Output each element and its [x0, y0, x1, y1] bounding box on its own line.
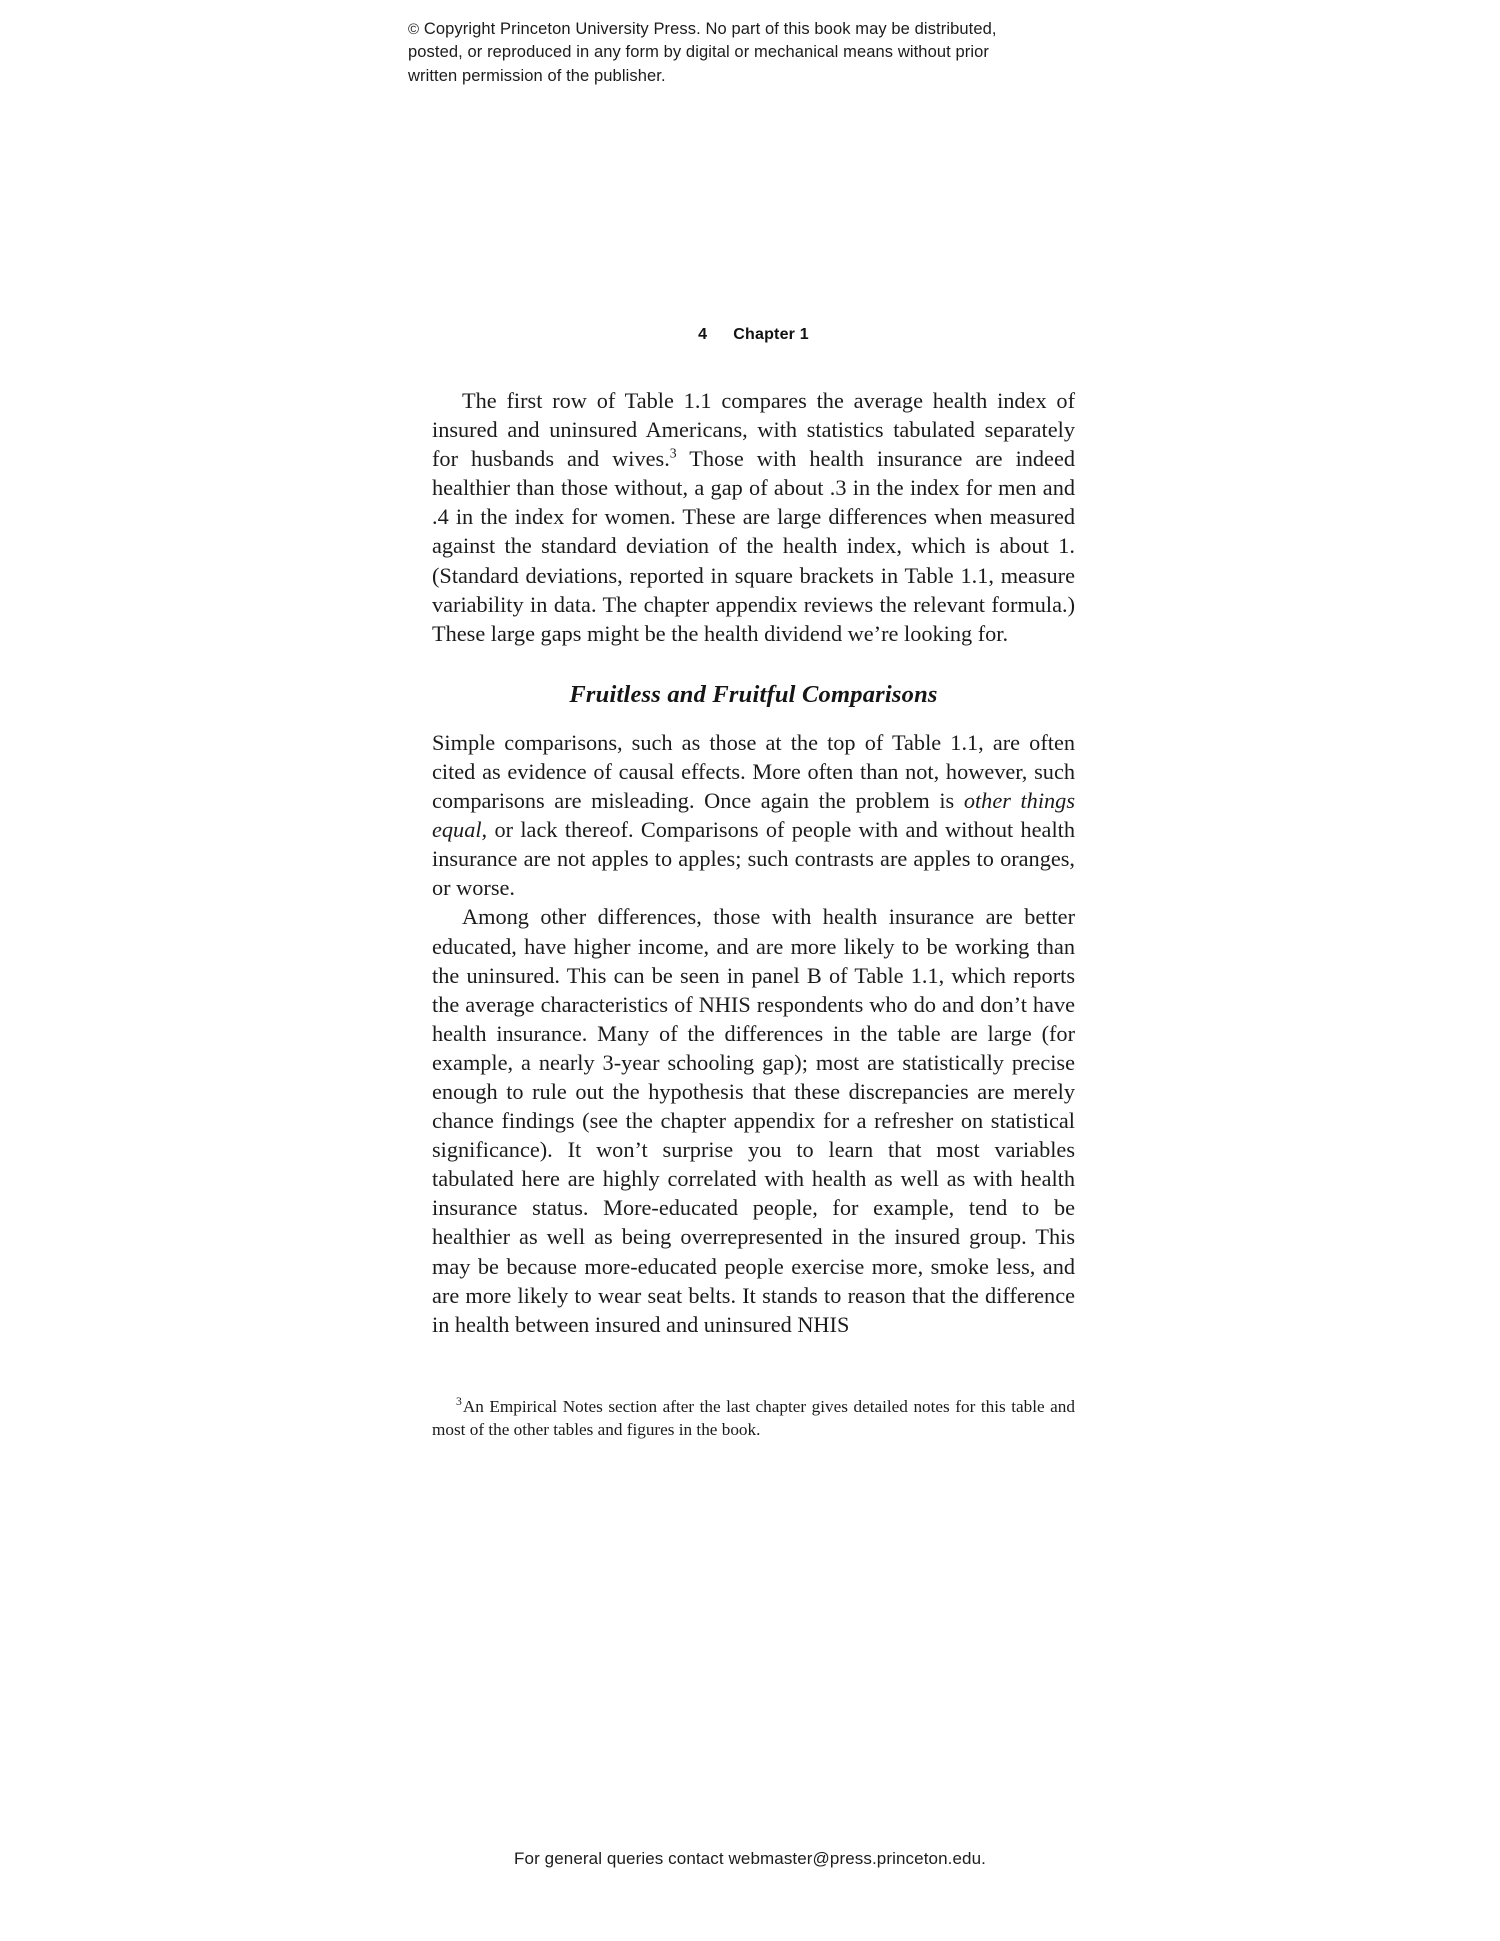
copyright-notice	[408, 18, 1028, 88]
footnote-reference-3: 3	[669, 445, 677, 461]
copyright-notice-text: Copyright Princeton University Press. No part of this book may be distributed, posted, or reproduced in any form by digital or mechanical means without prior written permission of the publisher.	[408, 20, 997, 85]
section-heading-fruitless-fruitful: Fruitless and Fruitful Comparisons	[569, 680, 938, 708]
page-content-column	[432, 326, 1075, 1442]
copyright-symbol-icon: ©	[408, 21, 420, 38]
footer-general-queries: For general queries contact webmaster@press.princeton.edu.	[514, 1849, 986, 1868]
paragraph-text-part-a: The first row of Table 1.1 compares the average health index of insured and uninsured Americans, with statistics tabulated separately for husbands and wives.	[432, 388, 1075, 472]
footnote-marker-3: 3	[456, 1395, 462, 1409]
page-number: 4	[698, 326, 708, 343]
footnote-item-3	[432, 1395, 1075, 1442]
paragraph-first-row-table	[432, 386, 1075, 648]
running-head	[432, 326, 1075, 344]
footnote-text: An Empirical Notes section after the last chapter gives detailed notes for this table and most of the other tables and figures in the book.	[432, 1396, 1075, 1440]
paragraph-text-part-a: Simple comparisons, such as those at the top of Table 1.1, are often cited as evidence of causal effects. More often than not, however, such comparisons are misleading. Once again the problem is	[432, 729, 1075, 814]
paragraph-among-other-differences: Among other differences, those with health insurance are better educated, have higher income, and are more likely to be working than the uninsured. This can be seen in panel B of Table 1.1, which reports the average characteristics of NHIS respondents who do and don’t have health insurance. Many of the differences in the table are large (for example, a nearly 3-year schooling gap); most are statistically precise enough to rule out the hypothesis that these discrepancies are merely chance findings (see the chapter appendix for a refresher on statistical significance). It won’t surprise you to learn that most variables tabulated here are highly correlated with health as well as with health insurance status. More-educated people, for example, tend to be healthier as well as being overrepresented in the insured group. This may be because more-educated people exercise more, smoke less, and are more likely to wear seat belts. It stands to reason that the difference in health between insured and uninsured NHIS	[432, 904, 1075, 1337]
chapter-label: Chapter 1	[733, 326, 809, 343]
emphasis-other-things-equal: other things equal,	[432, 788, 1075, 843]
paragraph-simple-comparisons	[432, 728, 1075, 903]
paragraph-text-part-b: or lack thereof. Comparisons of people with and without health insurance are not apples to apples; such contrasts are apples to oranges, or worse.	[432, 817, 1075, 901]
paragraph-text-part-b: Those with health insurance are indeed healthier than those without, a gap of about .3 in the index for men and .4 in the index for women. These are large differences when measured against the standard deviation of the health index, which is about 1. (Standard deviations, reported in square brackets in Table 1.1, measure variability in data. The chapter appendix reviews the relevant formula.) These large gaps might be the health dividend we’re looking for.	[432, 446, 1075, 646]
footnote-block	[432, 1395, 1075, 1442]
